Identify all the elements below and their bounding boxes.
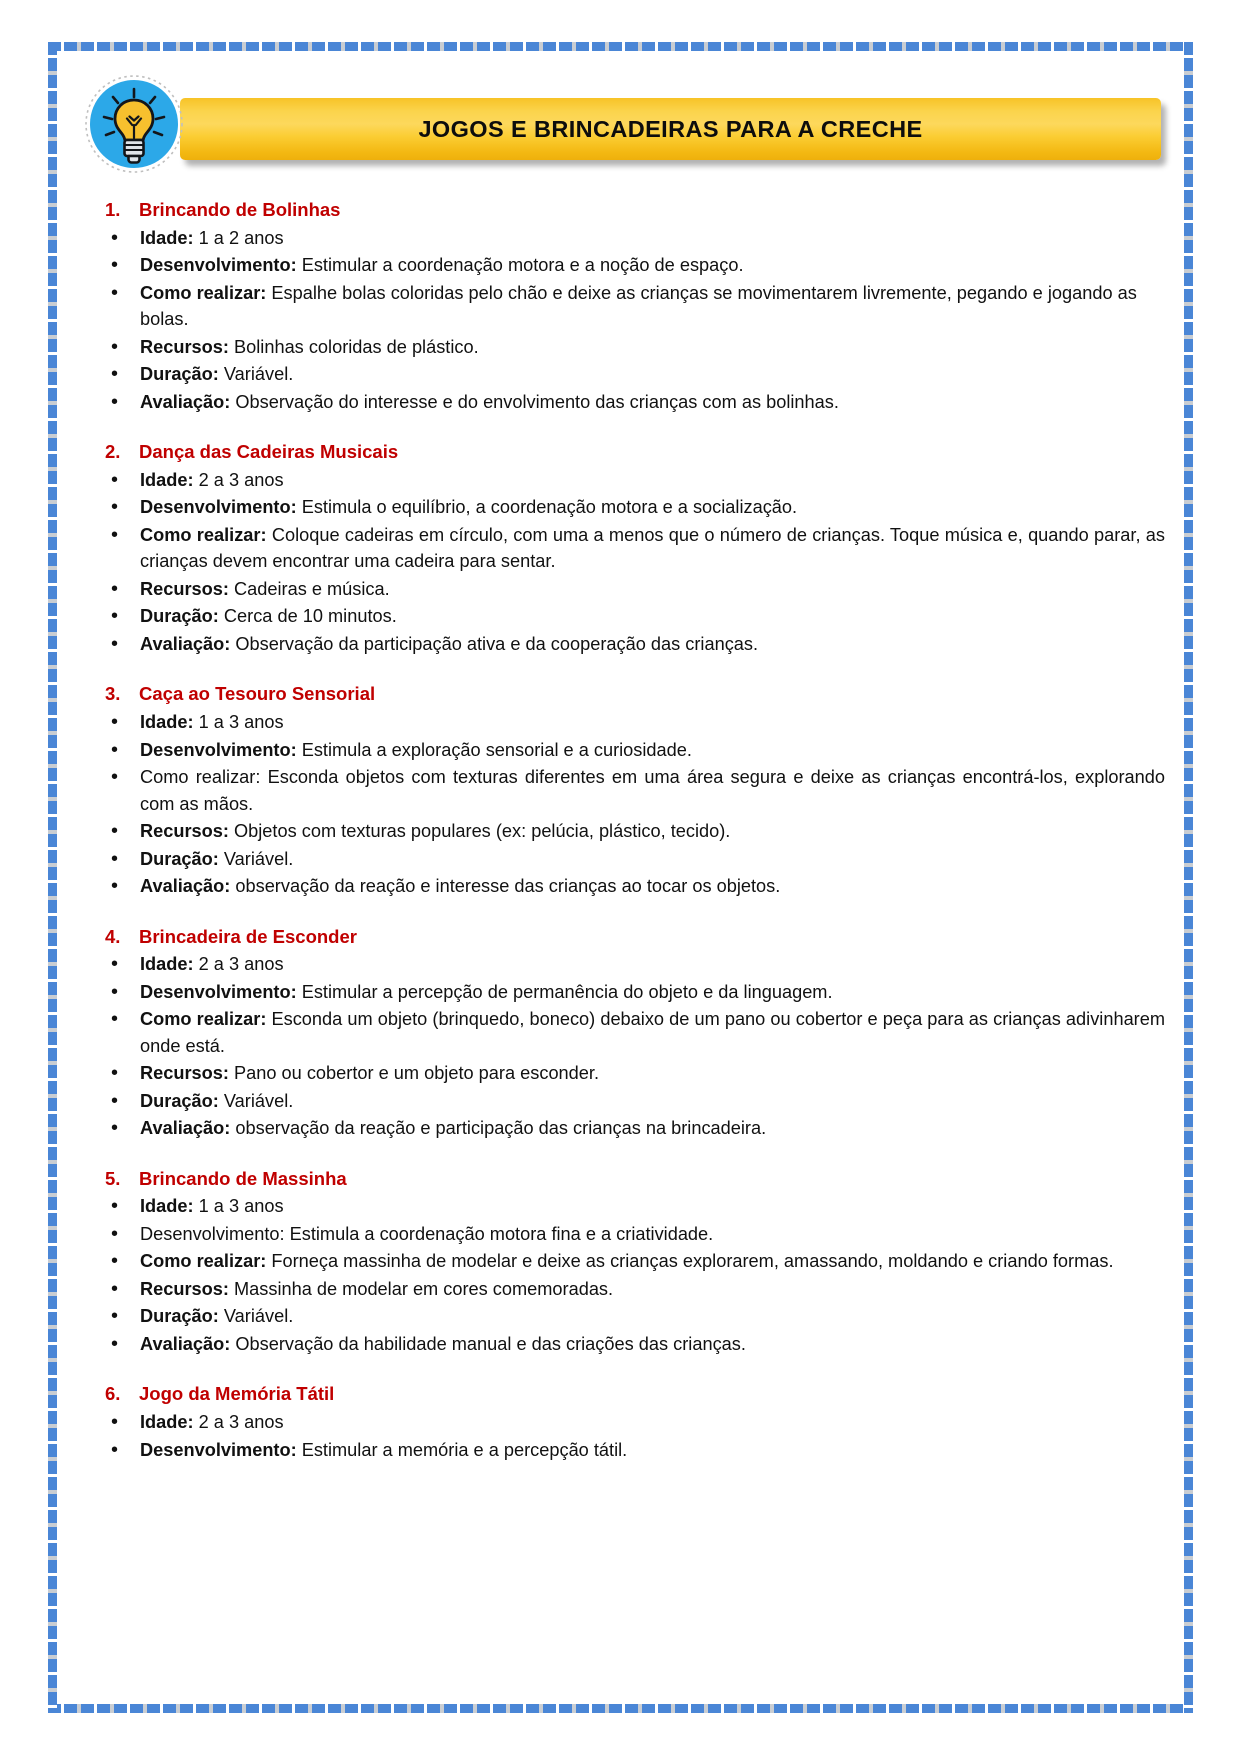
game-number: 6. [105,1383,121,1405]
game-detail-list [78,225,1165,415]
game-heading [78,198,1165,223]
detail-label: Idade: [140,1196,194,1217]
list-item [78,951,1165,977]
list-item [78,873,1165,899]
list-item [78,1331,1165,1357]
detail-label: Idade: [140,712,194,733]
detail-text: Cadeiras e música. [228,578,390,599]
game-title-text: Dança das Cadeiras Musicais [139,441,399,463]
border-edge-left [48,42,57,1713]
detail-text: Pano ou cobertor e um objeto para esconder. [228,1063,600,1084]
detail-text: Estimula o equilíbrio, a coordenação motora e a socialização. [296,497,798,518]
list-item [78,522,1165,575]
detail-label: Idade: [140,1412,194,1433]
document-content [62,56,1179,1699]
game-title-text: Brincadeira de Esconder [139,925,357,947]
game-heading [78,1167,1165,1192]
list-item [78,334,1165,360]
list-item [78,1248,1165,1274]
game-detail-list [78,1193,1165,1357]
list-item [78,1221,1165,1247]
detail-text: 2 a 3 anos [193,954,284,975]
game-heading [78,682,1165,707]
detail-text: Objetos com texturas populares (ex: pelúcia, plástico, tecido). [228,821,731,842]
game-heading [78,925,1165,950]
game-block [78,1167,1165,1358]
list-item [78,1437,1165,1463]
detail-text: Estimula a coordenação motora fina e a criatividade. [284,1223,714,1244]
detail-text: Estimular a memória e a percepção tátil. [296,1439,628,1460]
detail-label: Desenvolvimento: [140,981,297,1002]
game-title-text: Jogo da Memória Tátil [139,1383,335,1405]
list-item [78,709,1165,735]
detail-label: Desenvolvimento: [140,1439,297,1460]
detail-text: Coloque cadeiras em círculo, com uma a menos que o número de crianças. Toque música e, quando parar, as crianças devem encontrar uma cadeira para sentar. [140,524,1166,572]
list-item [78,467,1165,493]
list-item [78,979,1165,1005]
border-edge-right [1184,42,1193,1713]
detail-text: Variável. [218,1090,294,1111]
game-title-text: Brincando de Bolinhas [139,199,341,220]
title-banner [180,98,1161,160]
list-item [78,1006,1165,1059]
list-item [78,389,1165,415]
detail-label: Recursos: [140,1063,229,1084]
detail-label: Desenvolvimento: [140,739,297,760]
game-title-text: Brincando de Massinha [139,1167,347,1189]
game-detail-list [78,709,1165,899]
game-heading [78,440,1165,465]
detail-label: Como realizar: [140,1251,267,1272]
detail-label: Como realizar: [140,767,261,788]
border-edge-bottom [48,1704,1193,1713]
detail-label: Desenvolvimento: [140,1223,285,1244]
detail-label: Desenvolvimento: [140,255,297,276]
list-item [78,280,1165,333]
detail-label: Duração: [140,848,219,869]
detail-text: Cerca de 10 minutos. [218,606,397,627]
detail-label: Como realizar: [140,524,267,545]
list-item [78,737,1165,763]
detail-text: 1 a 3 anos [193,712,284,733]
game-block [78,440,1165,657]
detail-label: Idade: [140,227,194,248]
detail-text: Massinha de modelar em cores comemoradas. [228,1278,614,1299]
game-block [78,682,1165,899]
detail-text: Bolinhas coloridas de plástico. [228,336,479,357]
detail-text: 1 a 3 anos [193,1196,284,1217]
detail-label: Duração: [140,606,219,627]
game-detail-list [78,1409,1165,1463]
detail-text: Espalhe bolas coloridas pelo chão e deixe as crianças se movimentarem livremente, pegando e jogando as bolas. [140,282,1137,330]
list-item [78,818,1165,844]
game-detail-list [78,467,1165,657]
page-title: JOGOS E BRINCADEIRAS PARA A CRECHE [418,115,923,142]
detail-text: Observação da participação ativa e da cooperação das crianças. [230,633,759,654]
list-item [78,1276,1165,1302]
detail-text: Estimular a percepção de permanência do objeto e da linguagem. [296,981,833,1002]
detail-text: Observação da habilidade manual e das criações das crianças. [230,1333,746,1354]
game-number: 3. [105,683,121,705]
detail-text: Variável. [218,364,294,385]
list-item [78,1088,1165,1114]
detail-label: Duração: [140,1306,219,1327]
game-detail-list [78,951,1165,1141]
detail-label: Avaliação: [140,1118,231,1139]
game-number: 4. [105,925,121,947]
list-item [78,1409,1165,1435]
list-item [78,225,1165,251]
game-block [78,925,1165,1142]
detail-label: Avaliação: [140,1333,231,1354]
detail-text: Observação do interesse e do envolvimento das crianças com as bolinhas. [230,391,839,412]
detail-label: Desenvolvimento: [140,497,297,518]
list-item [78,576,1165,602]
list-item [78,846,1165,872]
detail-label: Recursos: [140,578,229,599]
detail-label: Avaliação: [140,876,231,897]
game-block [78,198,1165,415]
list-item [78,1303,1165,1329]
detail-text: 2 a 3 anos [193,469,284,490]
detail-text: Variável. [218,1306,294,1327]
list-item [78,764,1165,817]
border-edge-top [48,42,1193,51]
detail-label: Recursos: [140,1278,229,1299]
detail-text: Estimular a coordenação motora e a noção de espaço. [296,255,744,276]
game-number: 2. [105,441,121,463]
detail-label: Recursos: [140,336,229,357]
lightbulb-icon [82,72,186,176]
list-item [78,1115,1165,1141]
detail-label: Avaliação: [140,633,231,654]
game-heading [78,1382,1165,1407]
game-number: 1. [105,199,121,220]
detail-text: Esconda objetos com texturas diferentes em uma área segura e deixe as crianças encontrá-los, explorando com as mãos. [140,767,1165,814]
detail-text: 1 a 2 anos [193,227,284,248]
list-item [78,603,1165,629]
detail-text: Variável. [218,848,294,869]
list-item [78,1060,1165,1086]
game-number: 5. [105,1167,121,1189]
detail-label: Duração: [140,1090,219,1111]
detail-text: observação da reação e participação das crianças na brincadeira. [230,1118,767,1139]
detail-label: Avaliação: [140,391,231,412]
detail-text: Esconda um objeto (brinquedo, boneco) debaixo de um pano ou cobertor e peça para as crianças adivinharem onde está. [140,1009,1165,1056]
game-title-text: Caça ao Tesouro Sensorial [139,683,376,705]
list-item [78,252,1165,278]
detail-label: Idade: [140,469,194,490]
detail-label: Como realizar: [140,1009,267,1030]
detail-label: Duração: [140,364,219,385]
list-item [78,361,1165,387]
list-item [78,1193,1165,1219]
document-header [62,72,1179,182]
detail-label: Recursos: [140,821,229,842]
detail-text: 2 a 3 anos [193,1412,284,1433]
detail-text: Forneça massinha de modelar e deixe as crianças explorarem, amassando, moldando e criando formas. [266,1251,1114,1272]
games-list [62,198,1179,1463]
detail-text: observação da reação e interesse das crianças ao tocar os objetos. [230,876,781,897]
game-block [78,1382,1165,1463]
detail-text: Estimula a exploração sensorial e a curiosidade. [296,739,692,760]
detail-label: Idade: [140,954,194,975]
list-item [78,494,1165,520]
list-item [78,631,1165,657]
detail-label: Como realizar: [140,282,267,303]
